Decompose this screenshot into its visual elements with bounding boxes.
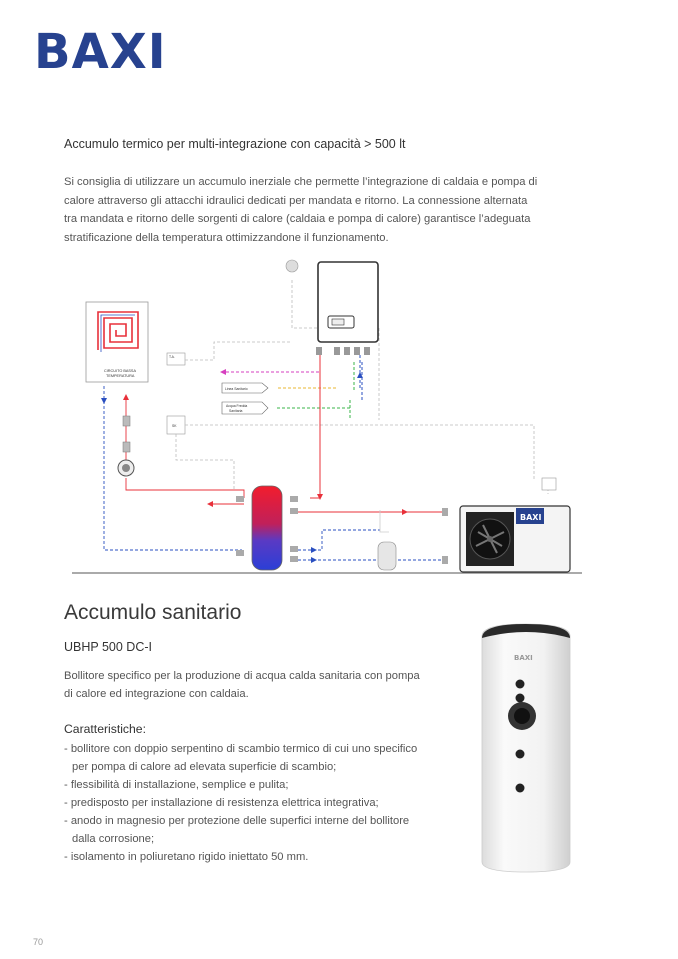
- feature-item: [64, 812, 444, 848]
- product-description: [64, 667, 444, 703]
- intro-line: tra mandata e ritorno delle sorgenti di calore (caldaia e pompa di calore) garantisce l’adeguata: [64, 213, 531, 225]
- feature-text: - flessibilità di installazione, semplice e pulita;: [64, 779, 289, 791]
- feature-text: - anodo in magnesio per protezione delle superfici interne del bollitore: [64, 815, 410, 827]
- expansion-vessel-bottom: [378, 542, 396, 570]
- section-title: Accumulo sanitario: [64, 601, 242, 624]
- inertial-storage-tank: [252, 486, 282, 570]
- cylinder-connection: [516, 680, 525, 689]
- cylinder-connection: [516, 784, 525, 793]
- feature-item: [64, 740, 444, 776]
- cylinder-connection: [516, 750, 525, 759]
- feature-item: [64, 794, 444, 812]
- panel-label: TEMPERATURA: [106, 374, 135, 378]
- product-model: UBHP 500 DC-I: [64, 640, 152, 654]
- intro-line: Si consiglia di utilizzare un accumulo inerziale che permette l’integrazione di caldaia e pompa di: [64, 176, 538, 188]
- svg-text:Linea Sanitario: Linea Sanitario: [225, 387, 248, 391]
- section-heading: Accumulo termico per multi-integrazione con capacità > 500 lt: [64, 137, 406, 151]
- feature-text: - isolamento in poliuretano rigido iniettato 50 mm.: [64, 851, 309, 863]
- feature-text: - predisposto per installazione di resistenza elettrica integrativa;: [64, 797, 379, 809]
- feature-item: [64, 848, 444, 866]
- cylinder-connection: [516, 694, 525, 703]
- description-line: di calore ed integrazione con caldaia.: [64, 688, 249, 700]
- boiler-supply-line: [310, 355, 320, 498]
- svg-text:Acqua Fredda: Acqua Fredda: [226, 404, 248, 408]
- circulator-pump: [118, 416, 134, 476]
- feature-text: - bollitore con doppio serpentino di scambio termico di cui uno specifico: [64, 743, 418, 755]
- page-number: 70: [33, 937, 44, 947]
- feature-text: dalla corrosione;: [72, 833, 155, 845]
- intro-line: stratificazione della temperatura ottimizzandone il funzionamento.: [64, 231, 389, 244]
- panel-label: CIRCUITO BASSA: [104, 369, 136, 373]
- hydraulic-diagram: [64, 250, 584, 580]
- feature-item: [64, 776, 444, 794]
- features-list: [64, 740, 444, 866]
- feature-text: per pompa di calore ad elevata superficie di scambio;: [72, 761, 337, 773]
- brand-logo: BAXI: [34, 24, 167, 80]
- svg-text:Sanitaria: Sanitaria: [229, 409, 243, 413]
- intro-line: calore attraverso gli attacchi idraulici dedicati per mandata e ritorno. La connessione alternata: [64, 194, 528, 207]
- product-brand: BAXI: [514, 654, 533, 662]
- ta-label: T.A.: [169, 355, 175, 359]
- description-line: Bollitore specifico per la produzione di acqua calda sanitaria con pompa: [64, 670, 420, 682]
- cold-water-label: [222, 402, 268, 414]
- heat-pump-brand: BAXI: [520, 513, 542, 522]
- intro-paragraph: [64, 173, 564, 247]
- sk-label: SK: [172, 424, 177, 428]
- features-title: Caratteristiche:: [64, 722, 146, 736]
- expansion-vessel: [286, 260, 298, 272]
- heat-pump-controller: [542, 478, 556, 490]
- ricircolo-label: [222, 383, 268, 393]
- heat-pump-unit: [460, 506, 570, 572]
- storage-cylinder-image: [478, 620, 574, 874]
- boiler-unit: [318, 262, 378, 342]
